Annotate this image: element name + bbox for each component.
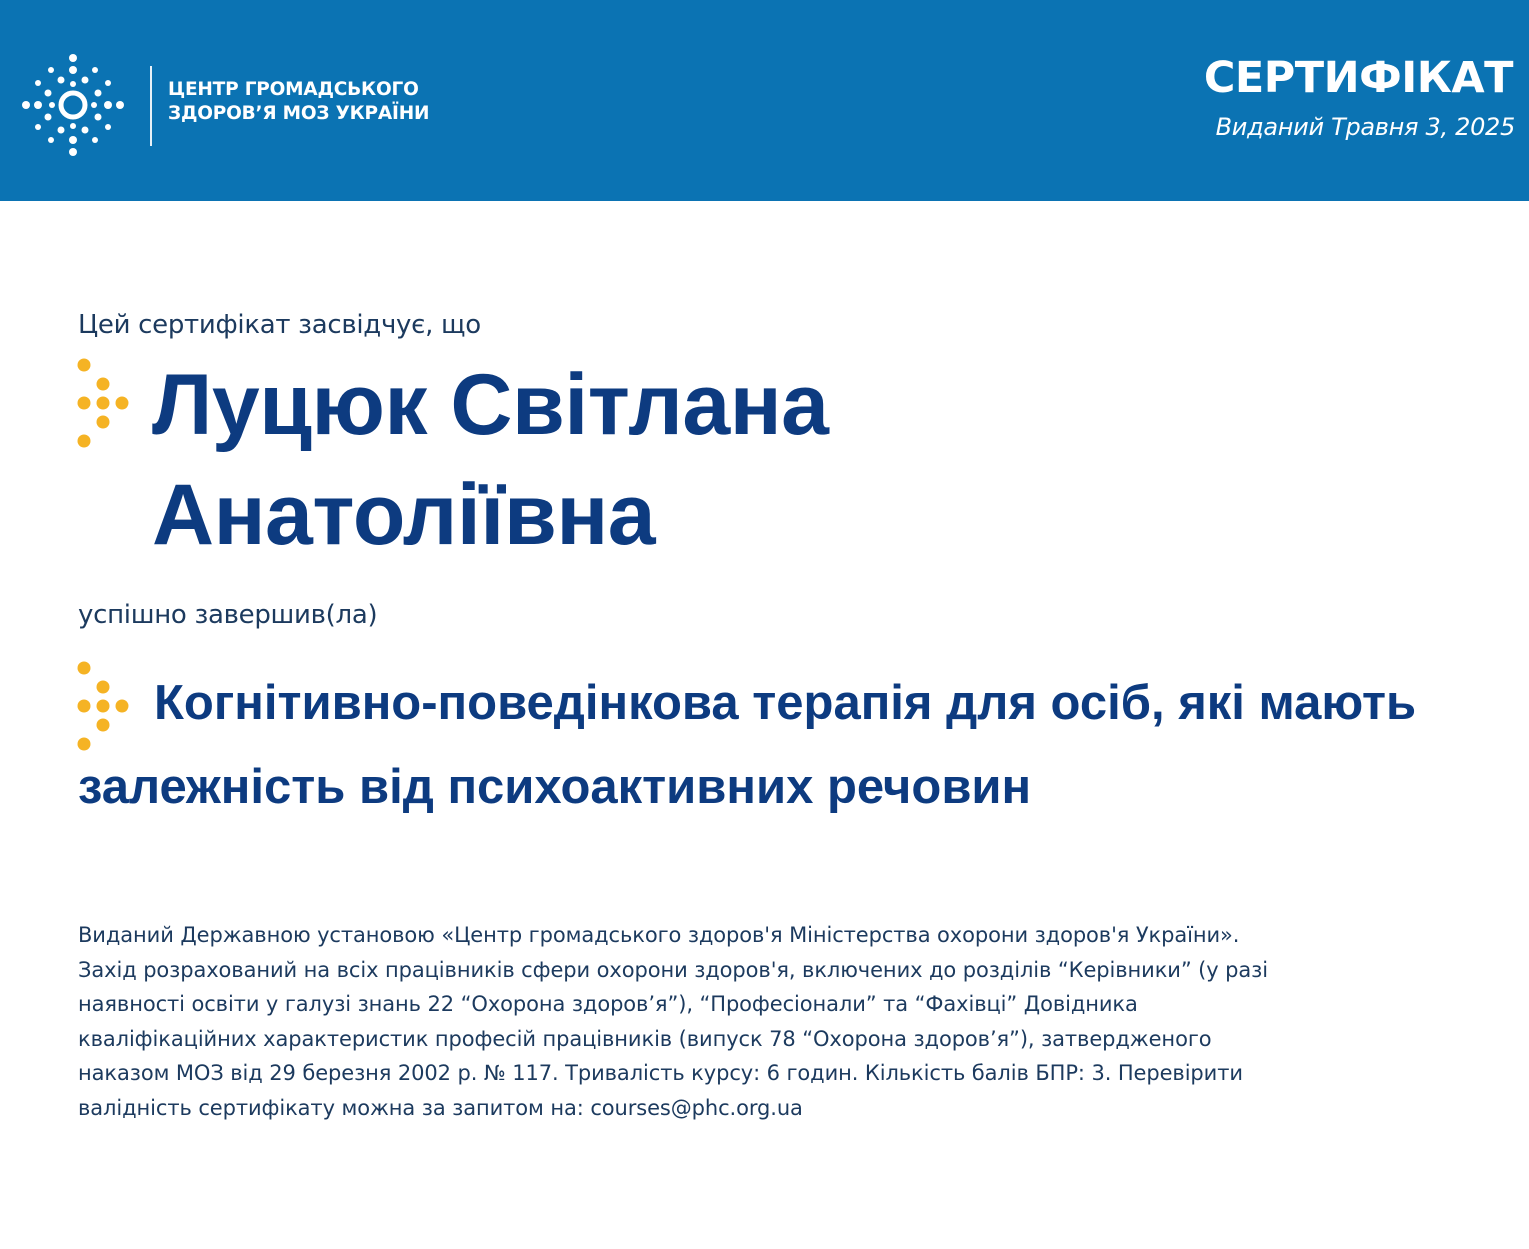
organization-name-line: ЦЕНТР ГРОМАДСЬКОГО — [168, 79, 419, 100]
phc-dots-logo-icon — [18, 50, 128, 160]
intro-text: Цей сертифікат засвідчує, що — [78, 310, 481, 340]
details-line: наказом МОЗ від 29 березня 2002 р. № 117. Тривалість курсу: 6 годин. Кількість балів БПР: 3. Перевірити — [78, 1061, 1243, 1085]
issue-date: Виданий Травня 3, 2025 — [1215, 113, 1515, 141]
details-line: валідність сертифікату можна за запитом на: courses@phc.org.ua — [78, 1095, 803, 1120]
organization-name-line: ЗДОРОВ’Я МОЗ УКРАЇНИ — [168, 103, 430, 124]
certificate-header — [0, 0, 1529, 201]
course-title: Когнітивно-поведінкова терапія для осіб, які мають залежність від психоактивних речовин — [78, 676, 1417, 814]
details-line: кваліфікаційних характеристик професій працівників (випуск 78 “Охорона здоров’я”), затвердженого — [78, 1026, 1212, 1051]
organization-name — [168, 78, 429, 126]
accent-dots-icon — [72, 355, 132, 455]
logo-divider — [150, 66, 152, 146]
recipient-name — [152, 350, 829, 570]
details-line: Виданий Державною установою «Центр громадського здоров'я Міністерства охорони здоров'я України». — [78, 923, 1240, 947]
certificate-title: СЕРТИФІКАТ — [1203, 53, 1513, 103]
recipient-name-line: Анатоліївна — [152, 467, 656, 563]
details-line: наявності освіти у галузі знань 22 “Охорона здоров’я”), “Професіонали” та “Фахівці” Довідника — [78, 992, 1138, 1016]
details-line: Захід розрахований на всіх працівників сфери охорони здоров'я, включених до розділів “Керівники” (у разі — [78, 957, 1268, 982]
certificate-details — [78, 918, 1468, 1125]
recipient-name-line: Луцюк Світлана — [152, 357, 829, 453]
completed-text: успішно завершив(ла) — [78, 600, 378, 630]
